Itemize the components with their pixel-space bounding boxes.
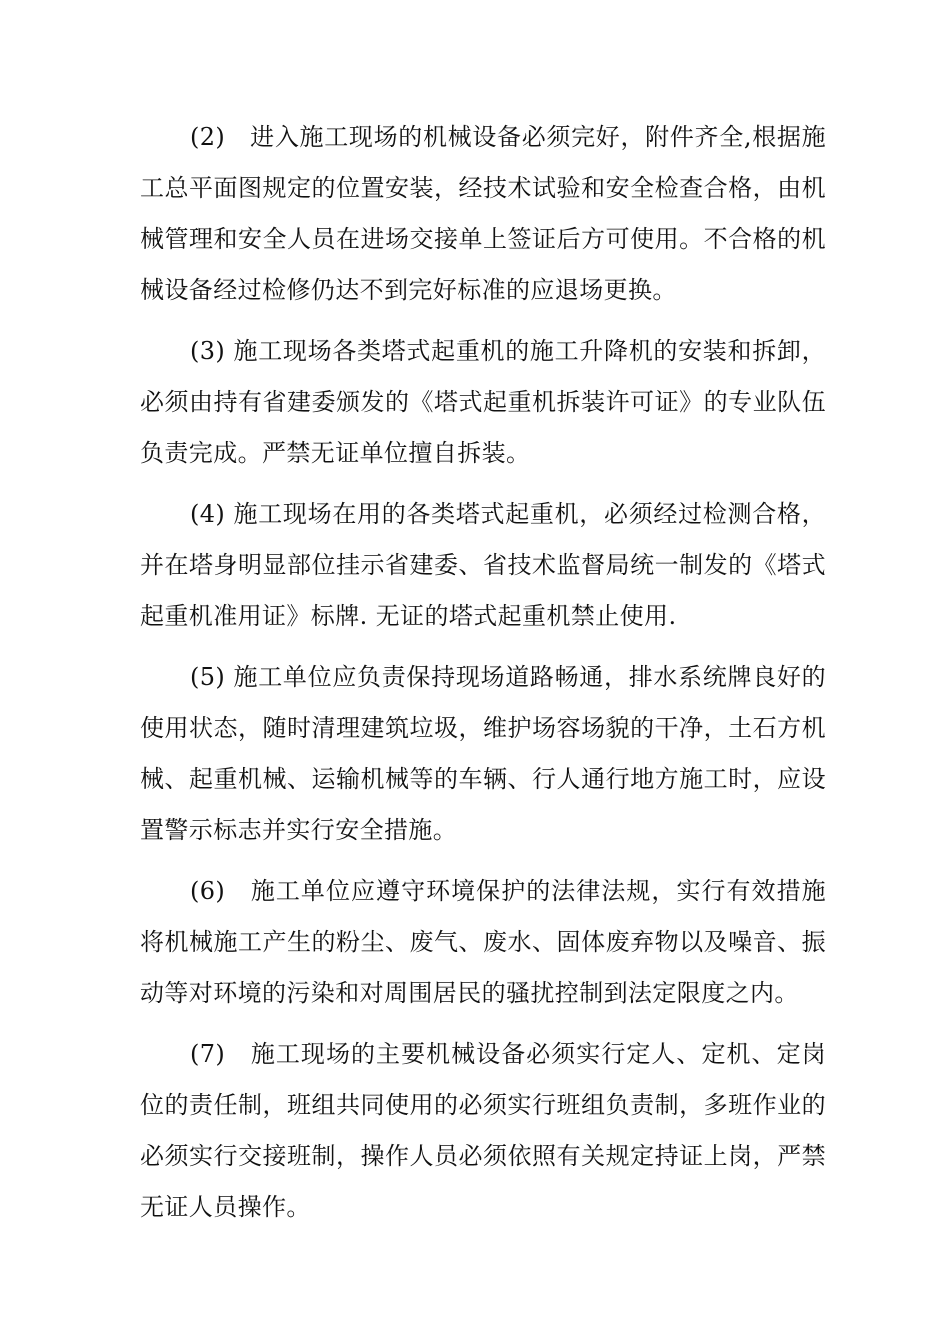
paragraph-2: (2) 进入施工现场的机械设备必须完好，附件齐全,根据施工总平面图规定的位置安装，经技术试验和安全检查合格，由机械管理和安全人员在进场交接单上签证后方可使用。不合格的机械设备经过检修仍达不到完好标准的应退场更换。 (140, 123, 826, 304)
paragraph-3: (3) 施工现场各类塔式起重机的施工升降机的安装和拆卸，必须由持有省建委颁发的《塔式起重机拆装许可证》的专业队伍负责完成。严禁无证单位擅自拆装。 (140, 337, 826, 467)
document-body (140, 112, 826, 1243)
paragraph-6: (6) 施工单位应遵守环境保护的法律法规，实行有效措施将机械施工产生的粉尘、废气、废水、固体废弃物以及噪音、振动等对环境的污染和对周围居民的骚扰控制到法定限度之内。 (140, 877, 826, 1007)
paragraph-5: (5) 施工单位应负责保持现场道路畅通，排水系统牌良好的使用状态，随时清理建筑垃圾，维护场容场貌的干净，土石方机械、起重机械、运输机械等的车辆、行人通行地方施工时，应设置警示标志并实行安全措施。 (140, 663, 826, 844)
paragraph-7: (7) 施工现场的主要机械设备必须实行定人、定机、定岗位的责任制，班组共同使用的必须实行班组负责制，多班作业的必须实行交接班制，操作人员必须依照有关规定持证上岗，严禁无证人员操作。 (140, 1040, 826, 1221)
paragraph-4: (4) 施工现场在用的各类塔式起重机，必须经过检测合格，并在塔身明显部位挂示省建委、省技术监督局统一制发的《塔式起重机准用证》标牌. 无证的塔式起重机禁止使用. (140, 500, 826, 630)
